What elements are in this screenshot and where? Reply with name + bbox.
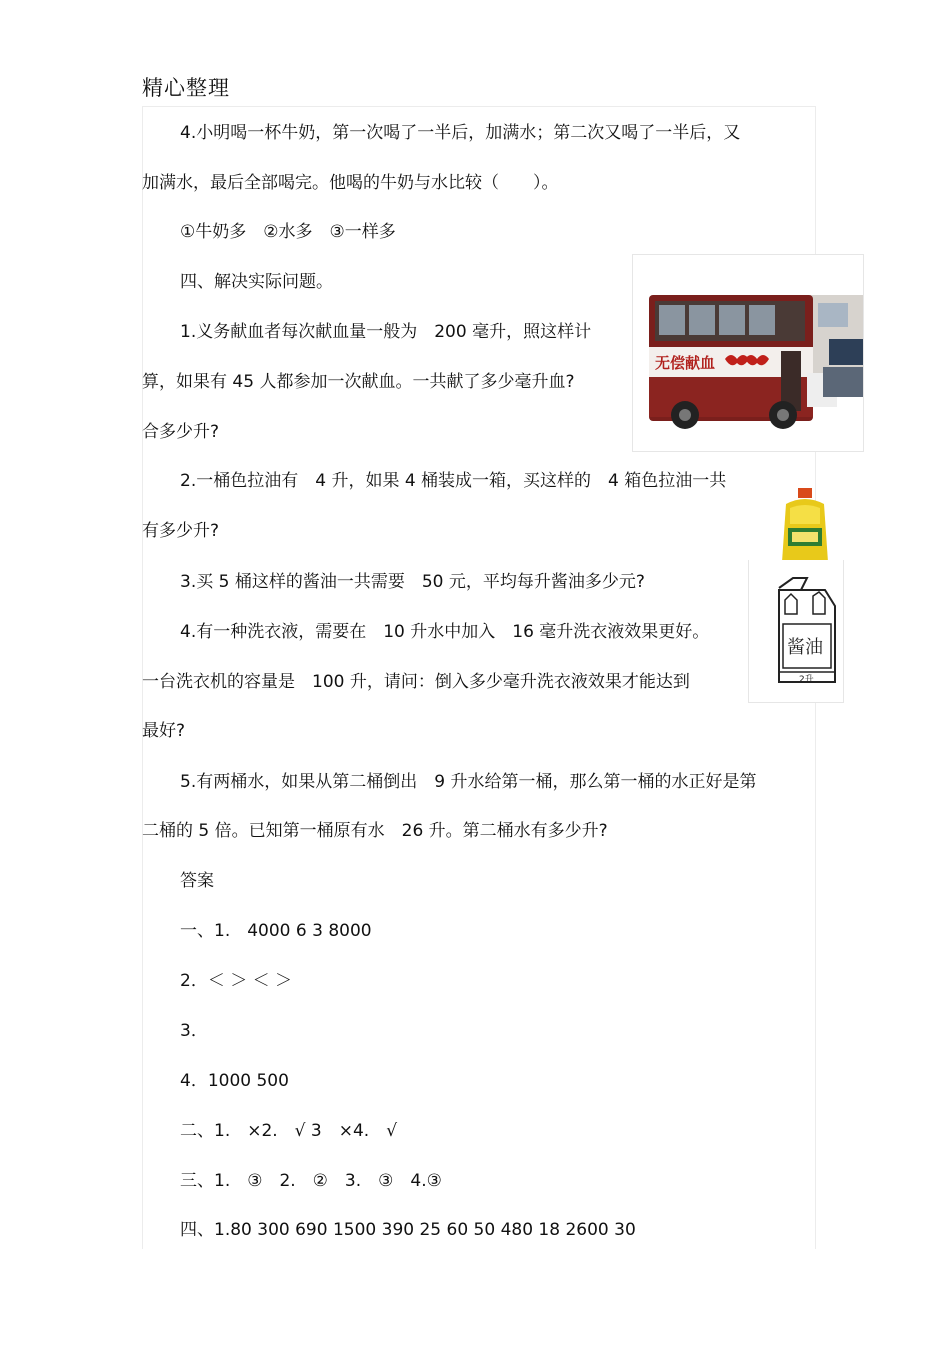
problem-1-line-2: 算，如果有 45 人都参加一次献血。一共献了多少毫升血? [142,372,575,392]
answer-section-4: 四、1.80 300 690 1500 390 25 60 50 480 18 2600 30 [180,1220,636,1240]
answer-section-3: 三、1. ③ 2. ② 3. ③ 4.③ [180,1171,442,1191]
question-4-options: ①牛奶多 ②水多 ③一样多 [180,222,396,242]
answers-heading: 答案 [180,871,214,891]
bus-sign-text: 无偿献血 [655,354,716,372]
problem-4-line-1: 4.有一种洗衣液，需要在 10 升水中加入 16 毫升洗衣液效果更好。 [180,622,710,642]
problem-5-line-2: 二桶的 5 倍。已知第一桶原有水 26 升。第二桶水有多少升? [142,821,608,841]
answer-section-1-item-2: 2．＜ ＞ ＜ ＞ [180,971,293,991]
problem-4-line-2: 一台洗衣机的容量是 100 升，请问：倒入多少毫升洗衣液效果才能达到 [142,672,690,692]
soy-sauce-jug-image [748,560,844,703]
problem-1-line-3: 合多少升? [142,422,220,442]
problem-3-line-1: 3.买 5 桶这样的酱油一共需要 50 元，平均每升酱油多少元? [180,572,645,592]
problem-4-line-3: 最好? [142,721,186,741]
cooking-oil-bottle-image [776,484,834,566]
soy-sauce-label: 酱油 [787,637,823,658]
problem-1-line-1: 1.义务献血者每次献血量一般为 200 毫升，照这样计 [180,322,592,342]
answer-section-1-item-3: 3． [180,1021,208,1041]
soy-sauce-capacity: 2升 [799,675,814,685]
question-4-line-2: 加满水，最后全部喝完。他喝的牛奶与水比较（ ）。 [142,173,559,193]
section-4-heading: 四、解决实际问题。 [180,272,333,292]
problem-2-line-2: 有多少升? [142,521,220,541]
problem-5-line-1: 5.有两桶水，如果从第二桶倒出 9 升水给第一桶，那么第一桶的水正好是第 [180,772,757,792]
problem-2-line-1: 2.一桶色拉油有 4 升，如果 4 桶装成一箱，买这样的 4 箱色拉油一共 [180,471,727,491]
answer-section-1-item-4: 4．1000 500 [180,1071,289,1091]
question-4-line-1: 4.小明喝一杯牛奶，第一次喝了一半后，加满水；第二次又喝了一半后，又 [180,123,741,143]
answer-section-2: 二、1. ×2. √ 3 ×4. √ [180,1121,398,1141]
answer-section-1-item-1: 一、1. 4000 6 3 8000 [180,921,372,941]
page-header: 精心整理 [142,76,230,100]
blood-donation-bus-image [632,254,864,452]
